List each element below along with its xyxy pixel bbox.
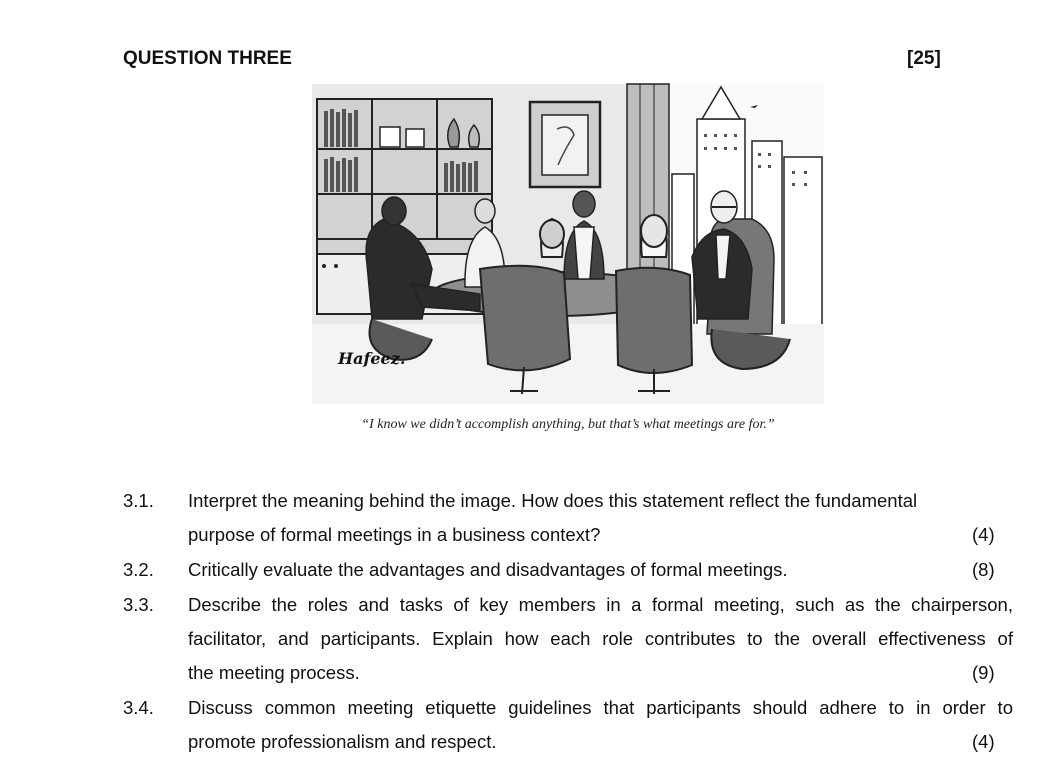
question-number: 3.1. <box>123 490 154 511</box>
question-number: 3.3. <box>123 594 154 615</box>
question-text-line: promote professionalism and respect. <box>188 731 497 752</box>
question-marks: (4) <box>972 524 995 545</box>
question-text-line: the meeting process. <box>188 662 360 683</box>
cartoon-caption: “I know we didn’t accomplish anything, but that’s what meetings are for.” <box>361 417 775 432</box>
question-heading: QUESTION THREE <box>123 48 292 69</box>
question-text-line: Describe the roles and tasks of key members in a formal meeting, such as the chairperson, <box>188 594 1013 615</box>
cartoonist-signature: Hafeez. <box>338 349 406 368</box>
question-marks: (9) <box>972 662 995 683</box>
question-3-4 <box>123 691 1013 759</box>
question-line-with-mark <box>188 656 1013 690</box>
total-marks: [25] <box>907 48 941 69</box>
question-text-line: Critically evaluate the advantages and disadvantages of formal meetings. <box>188 559 788 580</box>
question-marks: (8) <box>972 559 995 580</box>
meeting-cartoon <box>312 79 824 404</box>
question-line-with-mark <box>188 553 1013 587</box>
question-3-1 <box>123 484 1013 552</box>
question-3-3 <box>123 588 1013 690</box>
question-number: 3.4. <box>123 697 154 718</box>
question-text-line: facilitator, and participants. Explain how each role contributes to the overall effectiveness of <box>188 628 1013 649</box>
question-3-2 <box>123 553 1013 587</box>
question-text-line: Discuss common meeting etiquette guidelines that participants should adhere to in order to <box>188 697 1013 718</box>
question-text-line: purpose of formal meetings in a business context? <box>188 524 601 545</box>
question-line-with-mark <box>188 518 1013 552</box>
question-marks: (4) <box>972 731 995 752</box>
question-line-with-mark <box>188 725 1013 759</box>
question-text-line: Interpret the meaning behind the image. How does this statement reflect the fundamental <box>188 490 918 511</box>
question-number: 3.2. <box>123 559 154 580</box>
